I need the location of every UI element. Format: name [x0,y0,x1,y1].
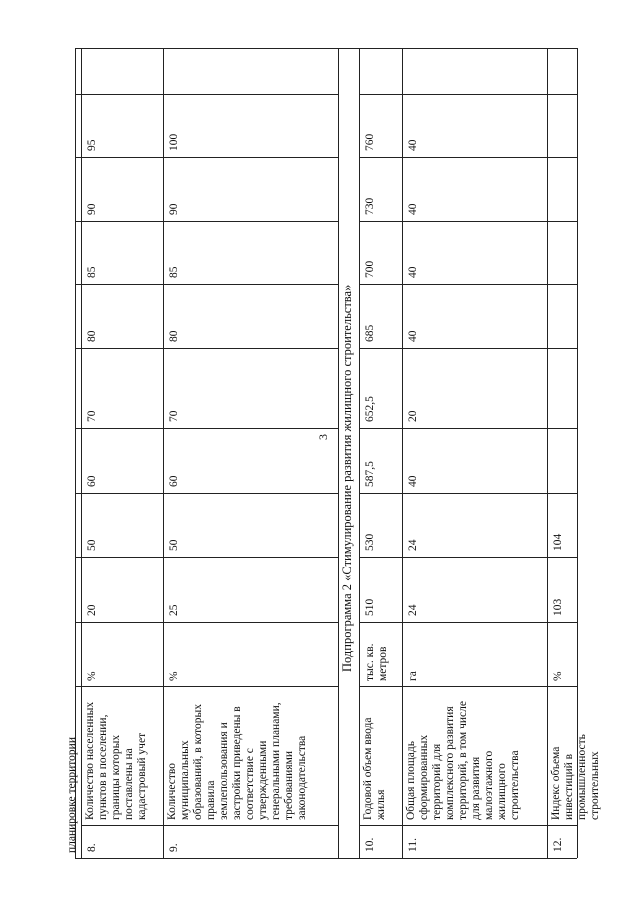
indicator-name-line: строительства [509,750,521,820]
row-number [86,843,99,852]
value-cell-line: 20 [407,410,419,422]
value-cell [364,261,377,278]
column-separator [359,428,577,429]
value-cell [364,534,377,551]
value-cell [168,605,181,617]
table-border [75,858,577,859]
value-cell-line: 652,5 [364,396,376,422]
num-name-separator [81,825,338,826]
row-number [168,843,181,852]
value-cell [407,267,420,279]
value-cell-line: 70 [86,410,98,422]
value-cell-line: 85 [168,266,180,278]
value-cell-line: 24 [407,539,419,551]
value-cell [86,540,99,552]
value-cell [86,140,99,152]
column-separator [75,284,338,285]
indicator-name-line: законодательства [296,735,308,820]
column-separator [359,622,577,623]
indicator-name [166,702,309,820]
value-cell [407,140,420,152]
indicator-name-line: малоэтажного [483,750,495,820]
row-separator [402,48,403,858]
value-cell [86,331,99,343]
row-number [407,838,420,852]
value-cell-line: 60 [168,475,180,487]
value-cell [168,540,181,552]
subprogram-title: Подпрограмма 2 «Стимулирование развития жилищного строительства» [340,284,354,672]
column-separator [75,557,338,558]
value-cell-line: 100 [168,133,180,151]
unit [364,644,390,682]
value-cell [364,599,377,616]
row-number-line: 12. [552,837,564,852]
row-number-line: 10. [364,837,376,852]
indicator-name-line: Количество [166,763,178,820]
unit-line: га [407,671,419,681]
indicator-name-line: для развития [470,756,482,820]
value-cell [407,204,420,216]
indicator-name-line: Общая площадь [405,741,417,820]
value-cell [86,411,99,423]
column-separator [75,348,338,349]
column-separator [75,686,338,687]
unit [407,671,420,681]
value-cell-line: 104 [552,533,564,551]
value-cell [168,204,181,216]
row-number [552,838,565,852]
value-cell-line: 95 [86,139,98,151]
value-cell-line: 587,5 [364,461,376,487]
value-cell-line: 40 [407,330,419,342]
value-cell-line: 50 [168,539,180,551]
indicator-name-line: Количество населенных [84,701,96,820]
column-separator [75,428,338,429]
value-cell-line: 85 [86,266,98,278]
value-cell-line: 90 [168,203,180,215]
indicator-name-line: муниципальных [179,740,191,820]
value-cell [86,605,99,617]
value-cell [407,476,420,488]
indicator-name [84,702,149,820]
value-cell [364,198,377,215]
indicator-name-line: границы которых [110,734,122,820]
indicator-name-line: поставлены на [123,748,135,820]
unit-line: % [552,671,564,681]
value-cell [86,204,99,216]
value-cell-line: 70 [168,410,180,422]
value-cell [552,599,565,616]
row-number-line: 8. [86,843,98,852]
column-separator [359,284,577,285]
indicator-name-line: генеральными планами, [270,702,282,820]
value-cell-line: 90 [86,203,98,215]
value-cell-line: 530 [364,533,376,551]
column-separator [359,157,577,158]
indicator-name [362,718,388,820]
value-cell [364,396,377,422]
indicator-name-line: требованиями [283,750,295,820]
value-cell-line: 760 [364,133,376,151]
value-cell [364,325,377,342]
value-cell-line: 700 [364,260,376,278]
indicator-name-line: промышленность [576,734,588,820]
row-separator [163,48,164,858]
row-separator [338,48,339,858]
value-cell [168,331,181,343]
indicator-name-line: Индекс объема [550,746,562,820]
indicator-name-line: инвестиций в [563,753,575,820]
num-name-separator [359,825,577,826]
row-number-line: 11. [407,838,419,852]
unit-line: % [86,671,98,681]
column-separator [359,557,577,558]
unit-line: % [168,671,180,681]
indicator-name-line: сформированных [418,734,430,820]
value-cell [364,461,377,487]
page-number: 3 [316,434,330,440]
indicator-name-line: образований, в которых [192,703,204,820]
value-cell-line: 40 [407,266,419,278]
row-number [364,838,377,852]
indicator-name [550,734,602,820]
value-cell [86,476,99,488]
row-separator [359,48,360,858]
row-separator [81,48,82,858]
table-border [75,48,577,49]
value-cell [407,331,420,343]
indicator-name [405,701,522,820]
value-cell [168,267,181,279]
indicator-name-line: территорий, в том числе [457,701,469,820]
column-separator [75,157,338,158]
column-separator [75,94,338,95]
value-cell-line: 80 [168,330,180,342]
row-header-continuation [66,737,79,853]
value-cell-line: 40 [407,475,419,487]
indicator-name-line: кадастровый учет [136,732,148,820]
value-cell-line: 103 [552,598,564,616]
indicator-name-line: жилищного [496,763,508,820]
indicator-name-line: жилья [375,789,387,820]
column-separator [359,686,577,687]
indicator-name-line: соответствие с [244,748,256,820]
row-header-continuation-line: планировке территории [66,737,78,853]
value-cell-line: 60 [86,475,98,487]
column-separator [75,493,338,494]
indicator-name-line: пунктов в поселении, [97,714,109,820]
value-cell-line: 40 [407,203,419,215]
indicator-name-line: землепользования и [218,722,230,820]
value-cell [552,534,565,551]
value-cell [86,267,99,279]
unit [168,671,181,681]
value-cell [168,134,181,151]
column-separator [359,94,577,95]
indicator-name-line: территорий для [431,743,443,820]
value-cell-line: 24 [407,604,419,616]
unit [86,671,99,681]
value-cell [168,476,181,488]
column-separator [359,221,577,222]
column-separator [75,221,338,222]
value-cell [407,605,420,617]
value-cell-line: 40 [407,139,419,151]
unit [552,671,565,681]
unit-line: метров [377,646,389,681]
row-number-line: 9. [168,843,180,852]
value-cell-line: 50 [86,539,98,551]
indicator-name-line: комплексного развития [444,706,456,820]
value-cell-line: 80 [86,330,98,342]
value-cell-line: 25 [168,604,180,616]
indicator-name-line: правила [205,780,217,820]
indicator-name-line: Годовой объем ввода [362,717,374,820]
value-cell-line: 730 [364,197,376,215]
indicator-name-line: утвержденными [257,740,269,820]
indicator-name-line: застройки приведены в [231,706,243,820]
unit-line: тыс. кв. [364,643,376,681]
indicator-name-line: строительных [589,751,601,820]
value-cell [364,134,377,151]
value-cell-line: 20 [86,604,98,616]
column-separator [75,622,338,623]
value-cell-line: 510 [364,598,376,616]
column-separator [359,493,577,494]
row-separator [547,48,548,858]
value-cell [168,411,181,423]
column-separator [359,348,577,349]
value-cell-line: 685 [364,324,376,342]
value-cell [407,540,420,552]
value-cell [407,411,420,423]
